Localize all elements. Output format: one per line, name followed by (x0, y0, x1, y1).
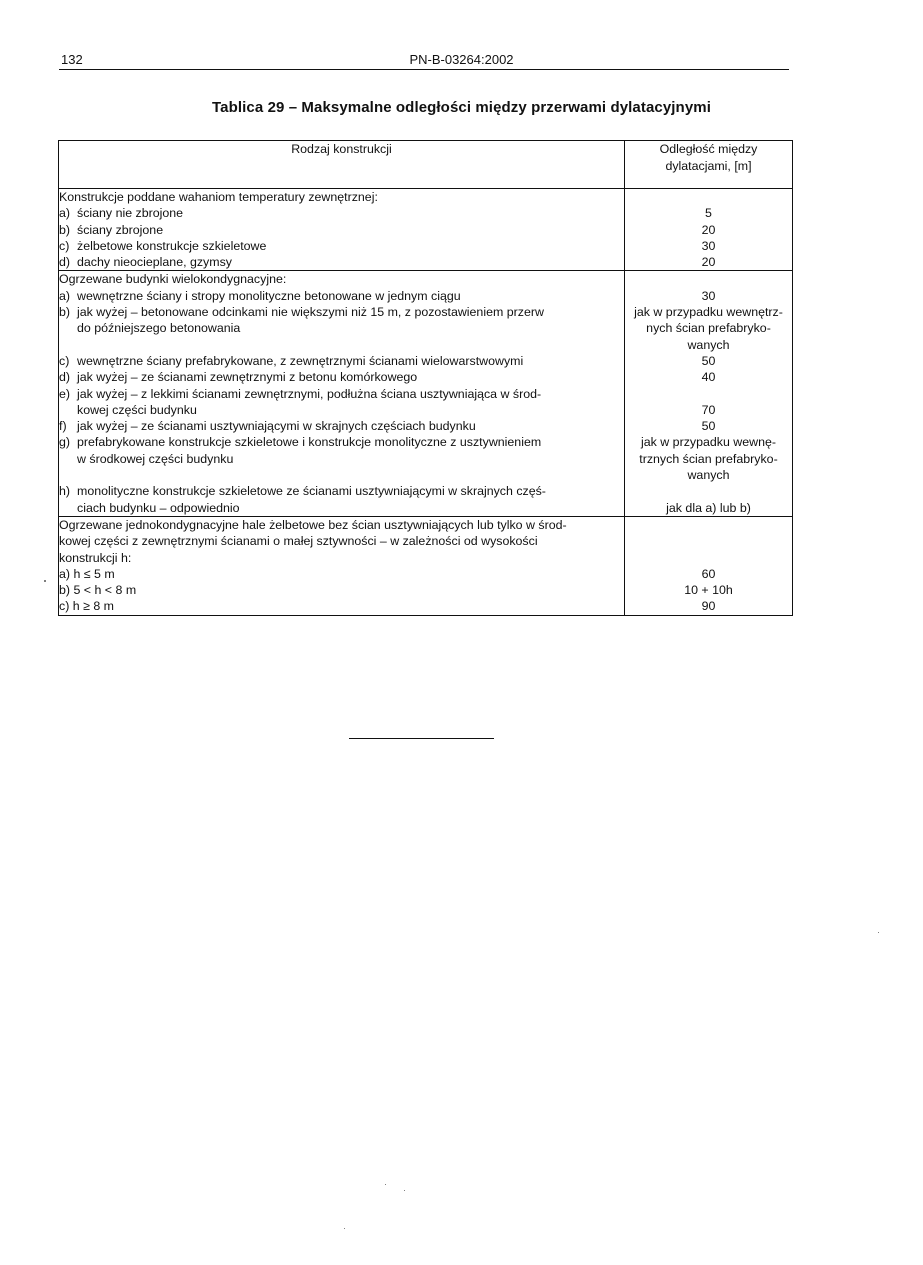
section3-intro: Ogrzewane jednokondygnacyjne hale żelbetowe bez ścian usztywniających lub tylko w środ- (59, 517, 567, 532)
value-cell: 60 (701, 566, 716, 581)
column-header-type: Rodzaj konstrukcji (59, 141, 625, 189)
value-cell: jak dla a) lub b) (666, 500, 751, 515)
value-cell: wanych (687, 468, 730, 483)
table-row (59, 516, 793, 615)
list-item: e) jak wyżej – z lekkimi ścianami zewnętrznymi, podłużna ściana usztywniająca w środ- (59, 386, 542, 401)
value-cell: jak w przypadku wewnętrz- (634, 305, 783, 320)
list-item: h) monolityczne konstrukcje szkieletowe ze ścianami usztywniającymi w skrajnych częś- (59, 484, 546, 499)
section3-values (625, 516, 793, 615)
value-cell: 30 (701, 288, 716, 303)
end-rule (349, 738, 494, 739)
list-item: d) jak wyżej – ze ścianami zewnętrznymi z betonu komórkowego (59, 370, 418, 385)
value-cell: 10 + 10h (684, 583, 733, 598)
header-rule (59, 69, 789, 70)
value-cell: 50 (701, 353, 716, 368)
table-title: Tablica 29 – Maksymalne odległości między przerwami dylatacyjnymi (212, 99, 711, 116)
table-header-row (59, 141, 793, 189)
column-header-distance (625, 141, 793, 189)
list-item: b) jak wyżej – betonowane odcinkami nie większymi niż 15 m, z pozostawieniem przerw (59, 305, 544, 320)
scan-speck (44, 580, 46, 582)
scan-speck (344, 1228, 345, 1229)
section3-description: Ogrzewane jednokondygnacyjne hale żelbetowe bez ścian usztywniających lub tylko w środ- kowej części z zewnętrznymi ścianami o małej sztywności – w zależności od wysokości konstrukcji h: a) h ≤ 5 m b) 5 < h < 8 m c) h ≥ 8 m (59, 516, 625, 615)
value-cell: 30 (701, 238, 716, 253)
standard-id: PN-B-03264:2002 (409, 52, 514, 67)
list-item: c) wewnętrzne ściany prefabrykowane, z zewnętrznymi ścianami wielowarstwowymi (59, 353, 524, 368)
value-cell: wanych (687, 337, 730, 352)
list-item: c) h ≥ 8 m (59, 599, 114, 614)
value-cell: 5 (705, 206, 712, 221)
scan-speck (878, 932, 879, 933)
column-header-distance-line1: Odległość między (659, 142, 758, 156)
section2-intro: Ogrzewane budynki wielokondygnacyjne: (59, 272, 287, 287)
value-cell: trznych ścian prefabryko- (639, 451, 778, 466)
value-cell: jak w przypadku wewnę- (641, 435, 776, 450)
section1-values (625, 189, 793, 271)
value-cell: 40 (701, 370, 716, 385)
scan-speck (404, 1190, 405, 1191)
list-item: f) jak wyżej – ze ścianami usztywniającymi w skrajnych częściach budynku (59, 419, 476, 434)
section1-intro: Konstrukcje poddane wahaniom temperatury zewnętrznej: (59, 190, 378, 204)
value-cell: 70 (701, 402, 716, 417)
list-item: b) 5 < h < 8 m (59, 583, 137, 598)
table-row (59, 271, 793, 516)
list-item: a) ściany nie zbrojone (59, 206, 184, 221)
list-item: a) wewnętrzne ściany i stropy monolityczne betonowane w jednym ciągu (59, 288, 461, 303)
section2-description: Ogrzewane budynki wielokondygnacyjne: a) wewnętrzne ściany i stropy monolityczne betonowane w jednym ciągu b) jak wyżej – betonowane odcinkami nie większymi niż 15 m, z pozostawieniem przerw do późniejszego betonowania c) wewnętrzne ściany prefabrykowane, z zewnętrznymi ścianami wielowarstwowymi d) jak wyżej – ze ścianami zewnętrznymi z betonu komórkowego e) jak wyżej – z lekkimi ścianami zewnętrznymi, podłużna ściana usztywniająca w środ- kowej części budynku f) jak wyżej – ze ścianami usztywniającymi w skrajnych częściach budynku g) prefabrykowane konstrukcje szkieletowe i konstrukcje monolityczne z usztywnieniem w środkowej części budynku h) monolityczne konstrukcje szkieletowe ze ścianami usztywniającymi w skrajnych częś- ciach budynku – odpowiednio (59, 271, 625, 516)
list-item: a) h ≤ 5 m (59, 566, 115, 581)
dilatation-table (58, 140, 793, 616)
column-header-distance-line2: dylatacjami, [m] (665, 159, 752, 173)
value-cell: 50 (701, 419, 716, 434)
scan-speck (385, 1184, 386, 1185)
section1-description (59, 189, 625, 271)
list-item: b) ściany zbrojone (59, 222, 164, 237)
list-item: g) prefabrykowane konstrukcje szkieletowe i konstrukcje monolityczne z usztywnieniem (59, 435, 542, 450)
list-item: c) żelbetowe konstrukcje szkieletowe (59, 238, 267, 253)
value-cell: 90 (701, 599, 716, 614)
value-cell: 20 (701, 222, 716, 237)
page-number: 132 (61, 52, 83, 67)
list-item: d) dachy nieocieplane, gzymsy (59, 255, 232, 270)
value-cell: 20 (701, 255, 716, 270)
section2-values (625, 271, 793, 516)
table-row (59, 189, 793, 271)
value-cell: nych ścian prefabryko- (646, 321, 771, 336)
